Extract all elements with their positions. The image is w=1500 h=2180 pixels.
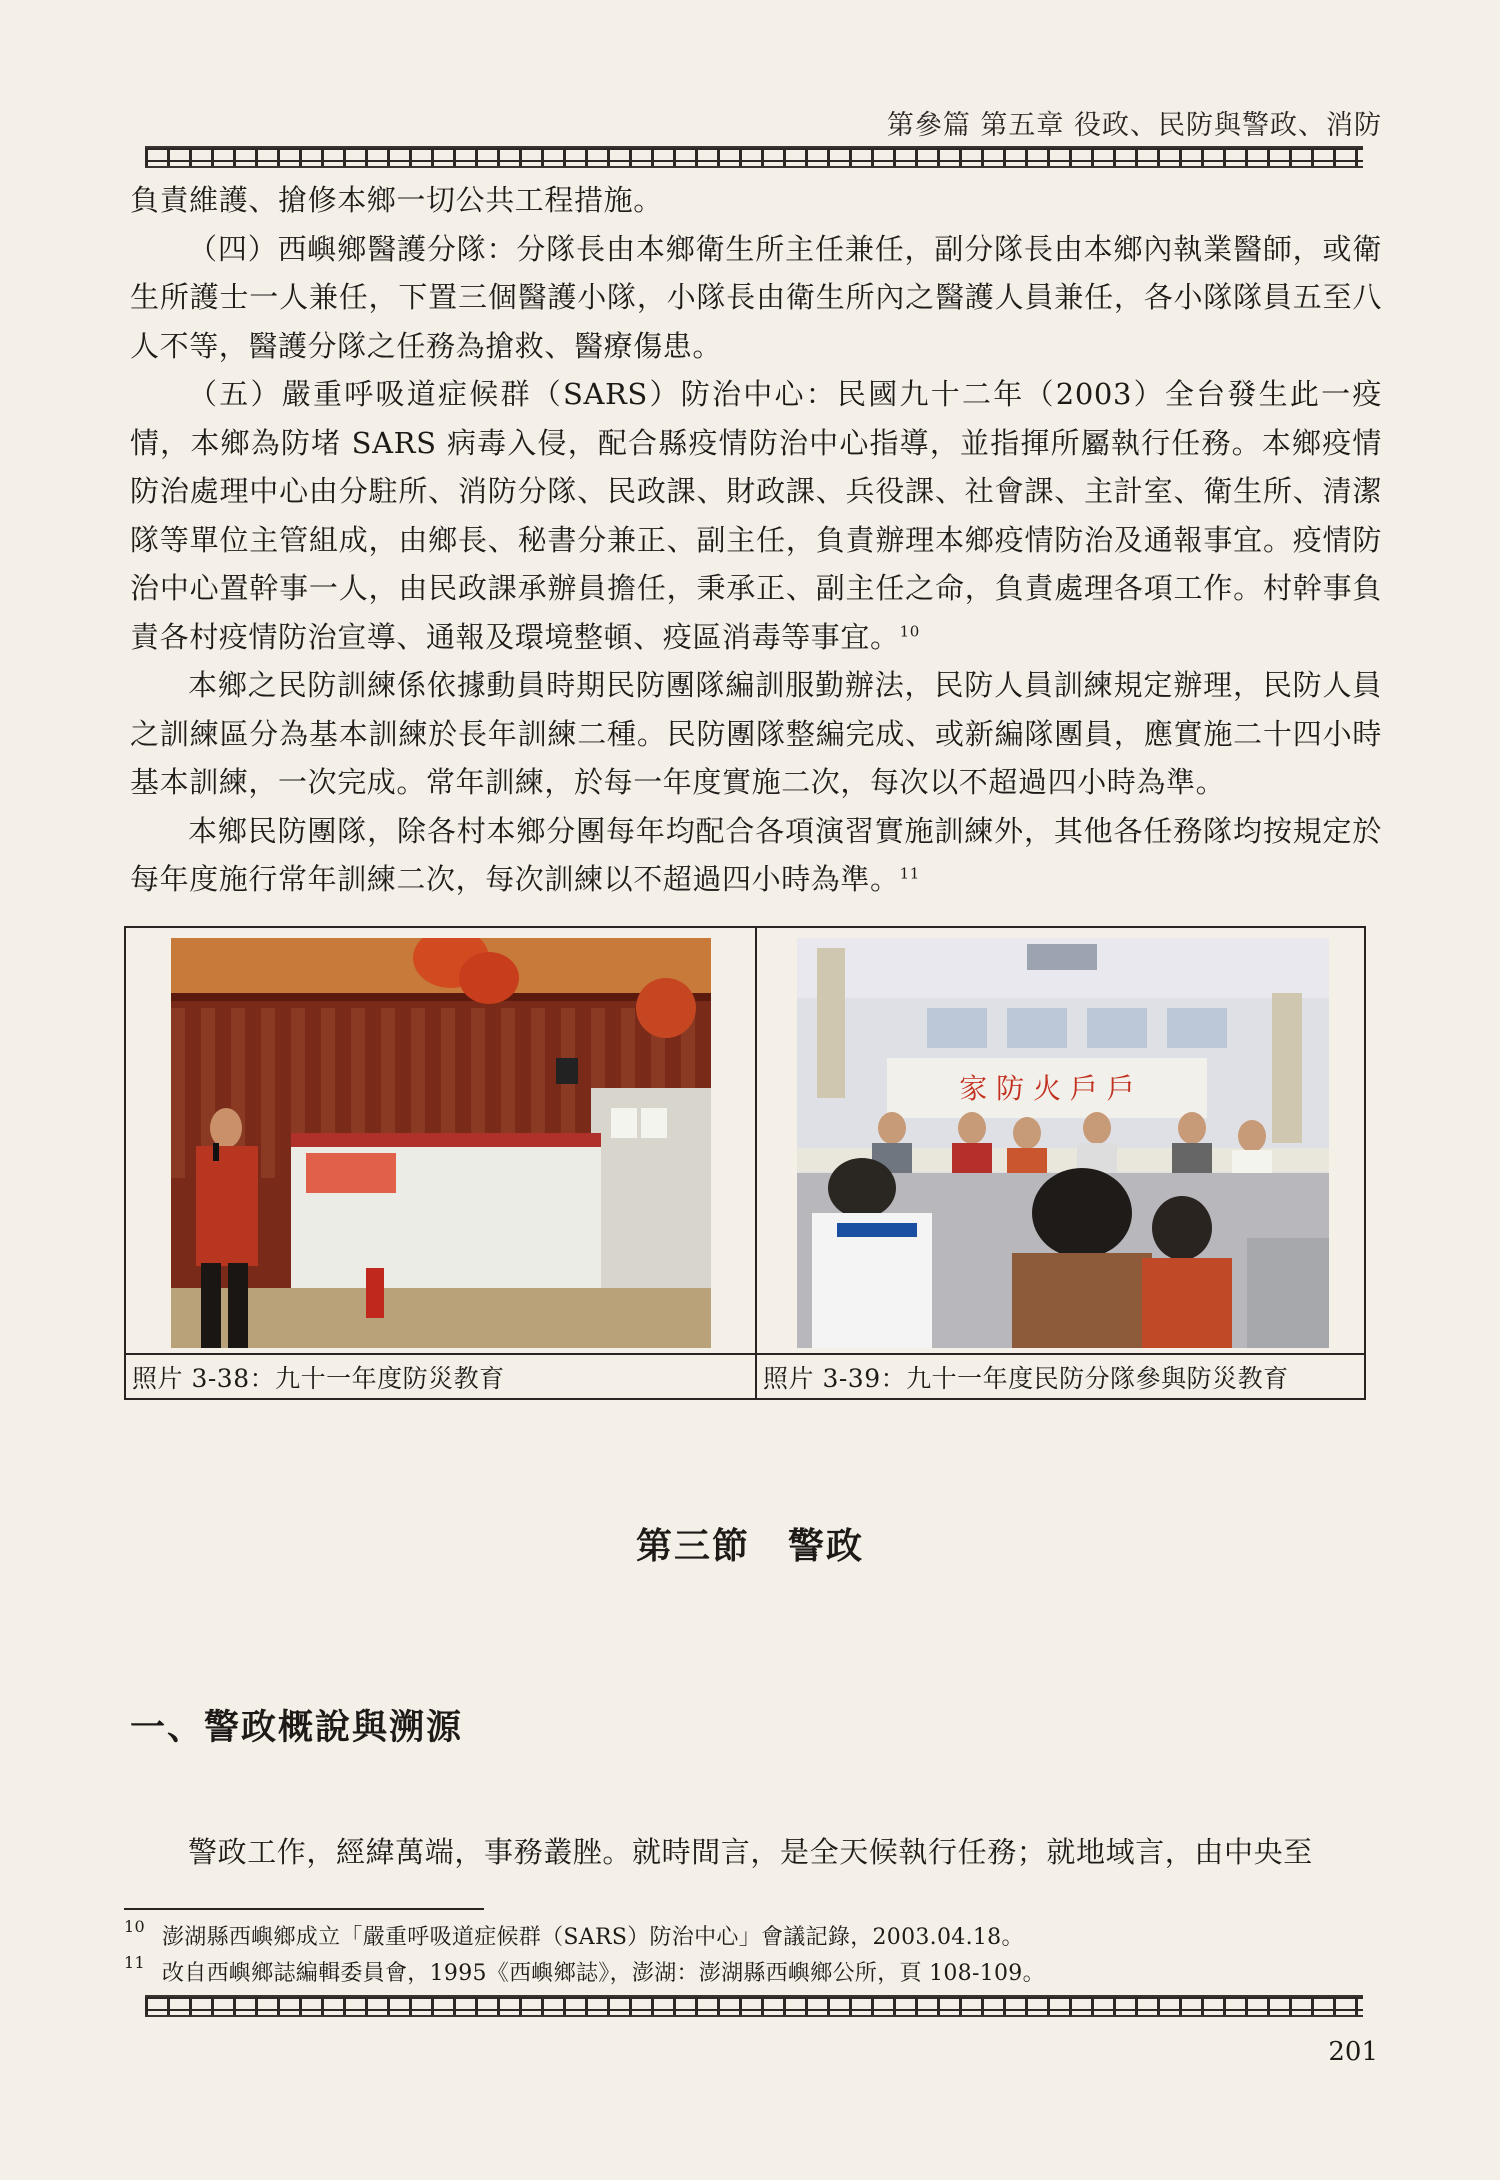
footnote-rule — [124, 1908, 484, 1910]
section-title: 第三節 警政 — [635, 1525, 864, 1567]
photo-disaster-education-image — [171, 938, 711, 1348]
paragraph-police-intro: 警政工作，經緯萬端，事務叢脞。就時間言，是全天候執行任務；就地域言，由中央至 — [188, 1835, 1313, 1869]
page-number: 201 — [1328, 2037, 1378, 2067]
photo-civil-defense-education-image — [797, 938, 1329, 1348]
footnote-10 — [124, 1917, 1024, 1951]
footnote-11 — [124, 1953, 1045, 1987]
decorative-border-top — [145, 146, 1363, 168]
footnote-ref-11: 11 — [899, 864, 920, 883]
footnote-text-11: 改自西嶼鄉誌編輯委員會，1995《西嶼鄉誌》，澎湖：澎湖縣西嶼鄉公所，頁 108-109。 — [162, 1961, 1045, 1986]
paragraph-1: 負責維護、搶修本鄉一切公共工程措施。 — [130, 183, 663, 217]
photo-cell-right — [757, 928, 1364, 1398]
footnote-number-10: 10 — [124, 1917, 145, 1936]
photo-civil-defense-education — [797, 938, 1329, 1348]
photo-cell-left — [126, 928, 757, 1398]
footnote-number-11: 11 — [124, 1953, 145, 1972]
footnote-ref-10: 10 — [899, 621, 920, 640]
paragraph-medical-unit: （四）西嶼鄉醫護分隊：分隊長由本鄉衛生所主任兼任，副分隊長由本鄉內執業醫師，或衛生所護士一人兼任，下置三個醫護小隊，小隊長由衛生所內之醫護人員兼任，各小隊隊員五至八人不等，醫護分隊之任務為搶救、醫療傷患。 — [130, 231, 1382, 363]
photo-disaster-education — [171, 938, 711, 1348]
sub-heading: 一、警政概說與溯源 — [130, 1707, 464, 1748]
photo-caption-3-39: 照片 3-39：九十一年度民防分隊參與防災教育 — [763, 1364, 1289, 1393]
paragraph-sars-text: （五）嚴重呼吸道症候群（SARS）防治中心：民國九十二年（2003）全台發生此一疫情，本鄉為防堵 SARS 病毒入侵，配合縣疫情防治中心指導，並指揮所屬執行任務。本鄉疫情防治處理中心由分駐所、消防分隊、民政課、財政課、兵役課、社會課、主計室、衛生所、清潔隊等單位主管組成，由鄉長、秘書分兼正、副主任，負責辦理本鄉疫情防治及通報事宜。疫情防治中心置幹事一人，由民政課承辦員擔任，秉承正、副主任之命，負責處理各項工作。村幹事負責各村疫情防治宣導、通報及環境整頓、疫區消毒等事宜。 — [130, 377, 1382, 654]
caption-row-right — [757, 1353, 1364, 1398]
paragraph-annual-text: 本鄉民防團隊，除各村本鄉分團每年均配合各項演習實施訓練外，其他各任務隊均按規定於每年度施行常年訓練二次，每次訓練以不超過四小時為準。 — [130, 813, 1382, 896]
photo-caption-3-38: 照片 3-38：九十一年度防災教育 — [132, 1364, 505, 1393]
paragraph-sars-center — [130, 370, 1382, 661]
photo-table — [124, 926, 1366, 1400]
running-header: 第參篇 第五章 役政、民防與警政、消防 — [886, 110, 1382, 141]
body-text-top — [130, 176, 1382, 904]
caption-row-left — [126, 1353, 755, 1398]
decorative-border-bottom — [145, 1995, 1363, 2017]
footnote-text-10: 澎湖縣西嶼鄉成立「嚴重呼吸道症候群（SARS）防治中心」會議記錄，2003.04.18。 — [162, 1925, 1024, 1950]
paragraph-training: 本鄉之民防訓練係依據動員時期民防團隊編訓服勤辦法，民防人員訓練規定辦理，民防人員之訓練區分為基本訓練於長年訓練二種。民防團隊整編完成、或新編隊團員，應實施二十四小時基本訓練，一次完成。常年訓練，於每一年度實施二次，每次以不超過四小時為準。 — [130, 668, 1382, 799]
paragraph-annual-training — [130, 807, 1382, 904]
photo-banner-text: 家 防 火 戶 戶 — [959, 1072, 1135, 1105]
